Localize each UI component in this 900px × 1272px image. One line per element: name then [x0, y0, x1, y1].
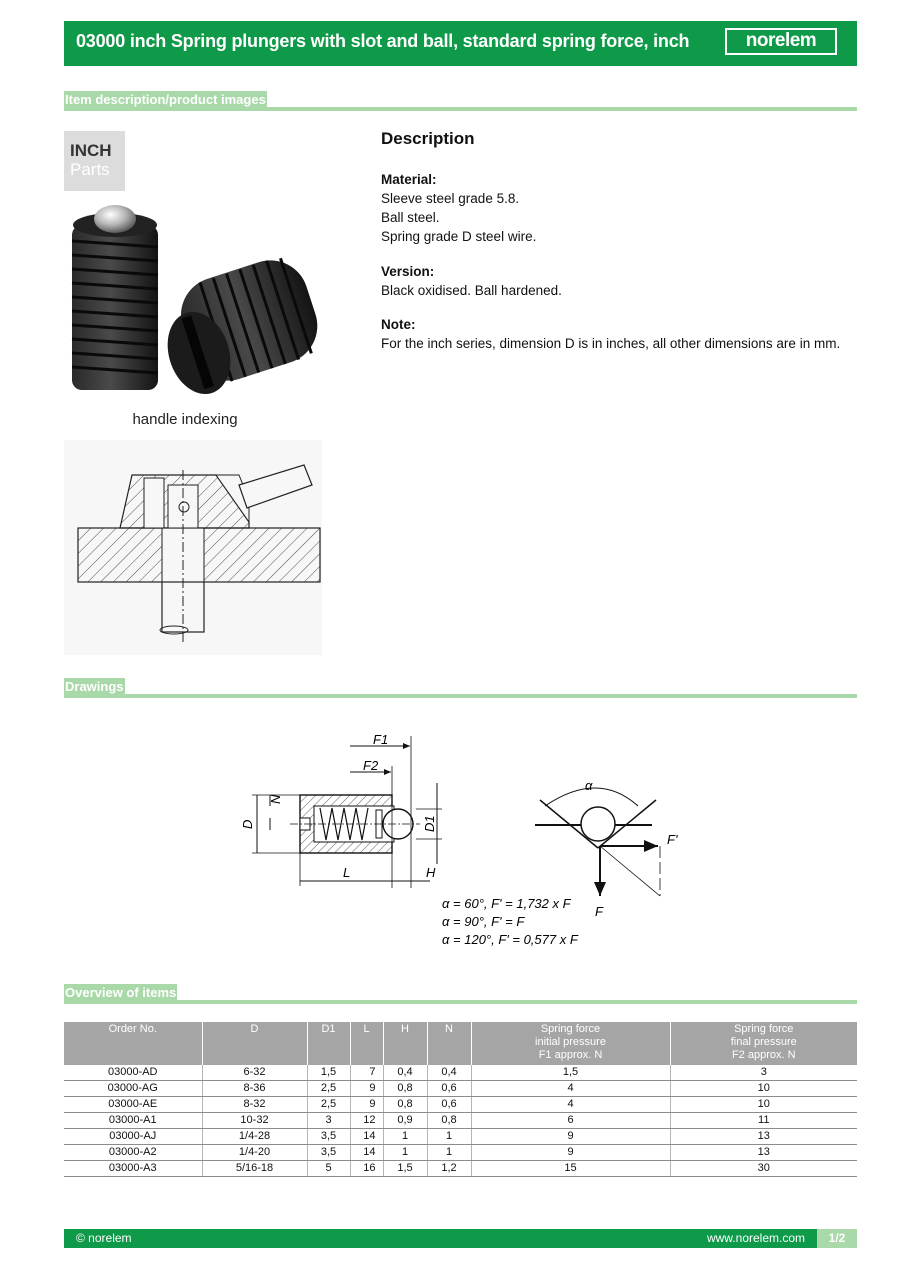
cell-l: 14 — [350, 1145, 383, 1161]
cell-l: 9 — [350, 1081, 383, 1097]
note-label: Note: — [381, 317, 416, 332]
cell-n: 1 — [427, 1145, 471, 1161]
cell-h: 1,5 — [383, 1161, 427, 1177]
cell-d: 8-32 — [202, 1097, 307, 1113]
cell-d1: 2,5 — [307, 1097, 350, 1113]
cell-f2: 13 — [670, 1145, 857, 1161]
cell-order-no: 03000-AG — [64, 1081, 202, 1097]
table-row — [64, 1081, 857, 1097]
cell-f2: 13 — [670, 1129, 857, 1145]
inch-parts-badge — [64, 131, 125, 191]
product-photo — [64, 203, 322, 403]
header-f2 — [670, 1022, 857, 1065]
cell-d1: 2,5 — [307, 1081, 350, 1097]
technical-drawing — [230, 728, 700, 954]
label-f1: F1 — [373, 732, 389, 747]
cell-d: 1/4-20 — [202, 1145, 307, 1161]
cell-f1: 9 — [471, 1129, 670, 1145]
cell-h: 0,9 — [383, 1113, 427, 1129]
cell-order-no: 03000-A2 — [64, 1145, 202, 1161]
version-label: Version: — [381, 264, 435, 279]
cell-f1: 15 — [471, 1161, 670, 1177]
table-header-row — [64, 1022, 857, 1065]
cell-order-no: 03000-AJ — [64, 1129, 202, 1145]
version-text: Black oxidised. Ball hardened. — [381, 283, 562, 298]
material-line: Sleeve steel grade 5.8. — [381, 191, 520, 206]
label-d: D — [240, 819, 255, 829]
header-h: H — [383, 1022, 427, 1065]
material-label: Material: — [381, 172, 437, 187]
cell-order-no: 03000-A1 — [64, 1113, 202, 1129]
cell-d: 10-32 — [202, 1113, 307, 1129]
label-alpha: α — [585, 778, 593, 793]
cell-l: 12 — [350, 1113, 383, 1129]
cell-d: 5/16-18 — [202, 1161, 307, 1177]
cell-f1: 4 — [471, 1097, 670, 1113]
footer-bar — [64, 1229, 857, 1248]
cell-order-no: 03000-AD — [64, 1065, 202, 1081]
page-title: 03000 inch Spring plungers with slot and ball, standard spring force, inch — [76, 31, 690, 51]
cell-l: 7 — [350, 1065, 383, 1081]
cell-order-no: 03000-AE — [64, 1097, 202, 1113]
table-row — [64, 1065, 857, 1081]
header-d: D — [202, 1022, 307, 1065]
header-n: N — [427, 1022, 471, 1065]
cell-d1: 5 — [307, 1161, 350, 1177]
handle-indexing-drawing — [64, 440, 322, 655]
section-label: Drawings — [65, 679, 124, 694]
section-header-item-description — [64, 91, 857, 111]
table-row — [64, 1161, 857, 1177]
items-table — [64, 1022, 857, 1177]
label-f: F — [595, 904, 603, 919]
cell-l: 14 — [350, 1129, 383, 1145]
header-f1-line: F1 approx. N — [538, 1049, 603, 1061]
cell-n: 1 — [427, 1129, 471, 1145]
footer-url[interactable]: www.norelem.com — [706, 1231, 805, 1245]
cell-n: 0,4 — [427, 1065, 471, 1081]
table-row — [64, 1113, 857, 1129]
cell-d: 6-32 — [202, 1065, 307, 1081]
header-f1-line: initial pressure — [535, 1036, 606, 1048]
table-row — [64, 1097, 857, 1113]
cell-h: 1 — [383, 1145, 427, 1161]
label-f2: F2 — [363, 758, 379, 773]
cell-order-no: 03000-A3 — [64, 1161, 202, 1177]
section-label: Overview of items — [65, 985, 177, 1000]
badge-line2: Parts — [70, 160, 110, 179]
cell-h: 0,8 — [383, 1081, 427, 1097]
norelem-logo: norelem — [725, 28, 837, 55]
formula: α = 120°, F' = 0,577 x F — [442, 932, 578, 947]
cell-f2: 30 — [670, 1161, 857, 1177]
cell-n: 0,8 — [427, 1113, 471, 1129]
cell-f1: 6 — [471, 1113, 670, 1129]
header-order-no: Order No. — [64, 1022, 202, 1065]
label-n: N — [268, 794, 283, 804]
cell-f2: 11 — [670, 1113, 857, 1129]
header-f2-line: final pressure — [730, 1036, 797, 1048]
header-d1: D1 — [307, 1022, 350, 1065]
cell-d1: 3 — [307, 1113, 350, 1129]
cell-h: 0,8 — [383, 1097, 427, 1113]
cell-f2: 10 — [670, 1097, 857, 1113]
note-text: For the inch series, dimension D is in inches, all other dimensions are in mm. — [381, 336, 841, 351]
handle-indexing-caption: handle indexing — [132, 411, 238, 428]
cell-d: 1/4-28 — [202, 1129, 307, 1145]
cell-f2: 10 — [670, 1081, 857, 1097]
cell-l: 16 — [350, 1161, 383, 1177]
cell-f1: 4 — [471, 1081, 670, 1097]
cell-d1: 3,5 — [307, 1129, 350, 1145]
cell-h: 1 — [383, 1129, 427, 1145]
label-l: L — [343, 865, 351, 880]
section-label: Item description/product images — [65, 92, 266, 107]
header-f1 — [471, 1022, 670, 1065]
table-row — [64, 1145, 857, 1161]
formula: α = 90°, F' = F — [442, 914, 525, 929]
header-bar — [64, 21, 857, 66]
table-row — [64, 1129, 857, 1145]
cell-d1: 3,5 — [307, 1145, 350, 1161]
cell-h: 0,4 — [383, 1065, 427, 1081]
formula: α = 60°, F' = 1,732 x F — [442, 896, 571, 911]
label-h: H — [426, 865, 436, 880]
cell-n: 0,6 — [427, 1081, 471, 1097]
header-f1-line: Spring force — [540, 1023, 601, 1035]
cell-n: 0,6 — [427, 1097, 471, 1113]
header-f2-line: F2 approx. N — [731, 1049, 796, 1061]
page-number: 1/2 — [817, 1229, 857, 1248]
badge-line1: INCH — [70, 141, 112, 160]
cell-d: 8-36 — [202, 1081, 307, 1097]
header-f2-line: Spring force — [734, 1023, 794, 1035]
cell-d1: 1,5 — [307, 1065, 350, 1081]
cell-l: 9 — [350, 1097, 383, 1113]
section-header-drawings — [64, 678, 857, 698]
cell-f1: 1,5 — [471, 1065, 670, 1081]
cell-f2: 3 — [670, 1065, 857, 1081]
cell-f1: 9 — [471, 1145, 670, 1161]
material-line: Ball steel. — [381, 210, 440, 225]
cell-n: 1,2 — [427, 1161, 471, 1177]
label-d1: D1 — [422, 815, 437, 832]
footer-copyright: © norelem — [76, 1231, 132, 1245]
header-l: L — [350, 1022, 383, 1065]
label-fprime: F' — [667, 832, 678, 847]
material-line: Spring grade D steel wire. — [381, 229, 537, 244]
section-header-overview — [64, 984, 857, 1004]
description-title: Description — [381, 129, 475, 148]
